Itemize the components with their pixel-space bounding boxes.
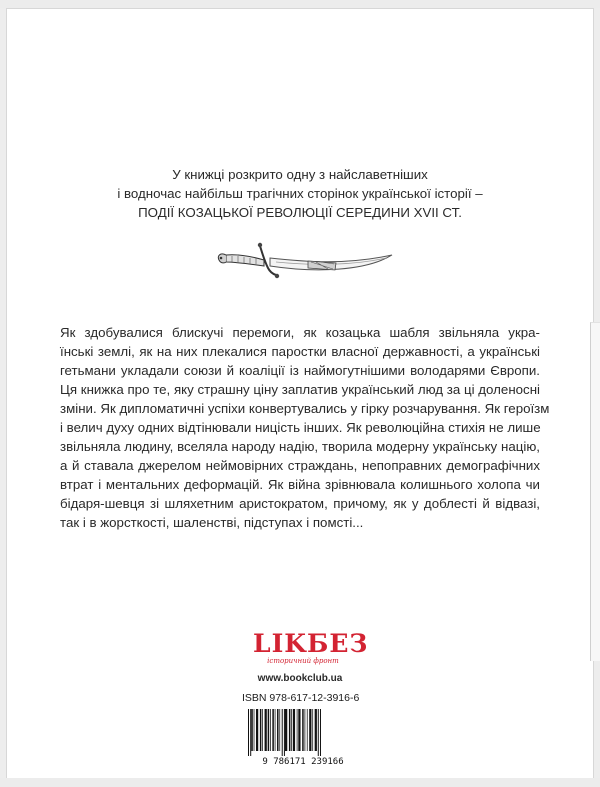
description-text (60, 323, 550, 532)
slipcase-edge (590, 322, 600, 661)
intro-line-caps: ПОДІЇ КОЗАЦЬКОЇ РЕВОЛЮЦІЇ СЕРЕДИНИ XVII СТ. (138, 205, 462, 220)
text-line: так і в жорсткості, шаленстві, підступах і помсті... (60, 515, 364, 530)
logo-tagline: історичний фронт (267, 657, 339, 665)
text-line: зміни. Як дипломатичні успіхи конвертувались у гірку розчарування. Як героїзм (60, 401, 550, 416)
intro-line: У книжці розкрито одну з найславетніших (172, 167, 428, 182)
text-line: їнські землі, як на них плекалися паростки власної державності, а українські (60, 344, 540, 359)
isbn-block (240, 692, 366, 766)
intro-text (0, 165, 600, 222)
isbn-label: ISBN 978-617-12-3916-6 (242, 692, 360, 704)
intro-line: і водночас найбільш трагічних сторінок української історії – (117, 186, 483, 201)
text-line: звільняла людину, вселяла народу надію, творила модерну українську націю, (60, 439, 540, 454)
text-line: гетьмани укладали союзи й коаліції із наймогутнішими володарями Європи. (60, 363, 540, 378)
text-line: Як здобувалися блискучі перемоги, як козацька шабля звільняла укра- (60, 325, 540, 340)
logo-wordmark: LIKБEЗ (253, 629, 369, 658)
saber-icon (216, 240, 394, 282)
publisher-logo (253, 629, 369, 666)
website-url: www.bookclub.ua (257, 673, 343, 684)
text-line: Ця книжка про те, яку страшну ціну заплатив український люд за ці доленосні (60, 382, 540, 397)
text-line: втрат і ментальних деформацій. Як війна зрівнювала колишнього холопа чи (60, 477, 540, 492)
scan-top-edge (0, 0, 600, 8)
text-line: бідаря-шевця зі шляхетним аристократом, причому, як у доблесті й відвазі, (60, 496, 540, 511)
scan-bottom-edge (0, 778, 600, 787)
svg-text:9 786171 239166: 9 786171 239166 (262, 757, 344, 766)
barcode-icon (240, 707, 366, 766)
text-line: а й ставала джерелом неймовірних страждань, непоправних демографічних (60, 458, 540, 473)
text-line: і велич духу одних відтінювали ницість інших. Як революційна стихія не лише (60, 420, 541, 435)
